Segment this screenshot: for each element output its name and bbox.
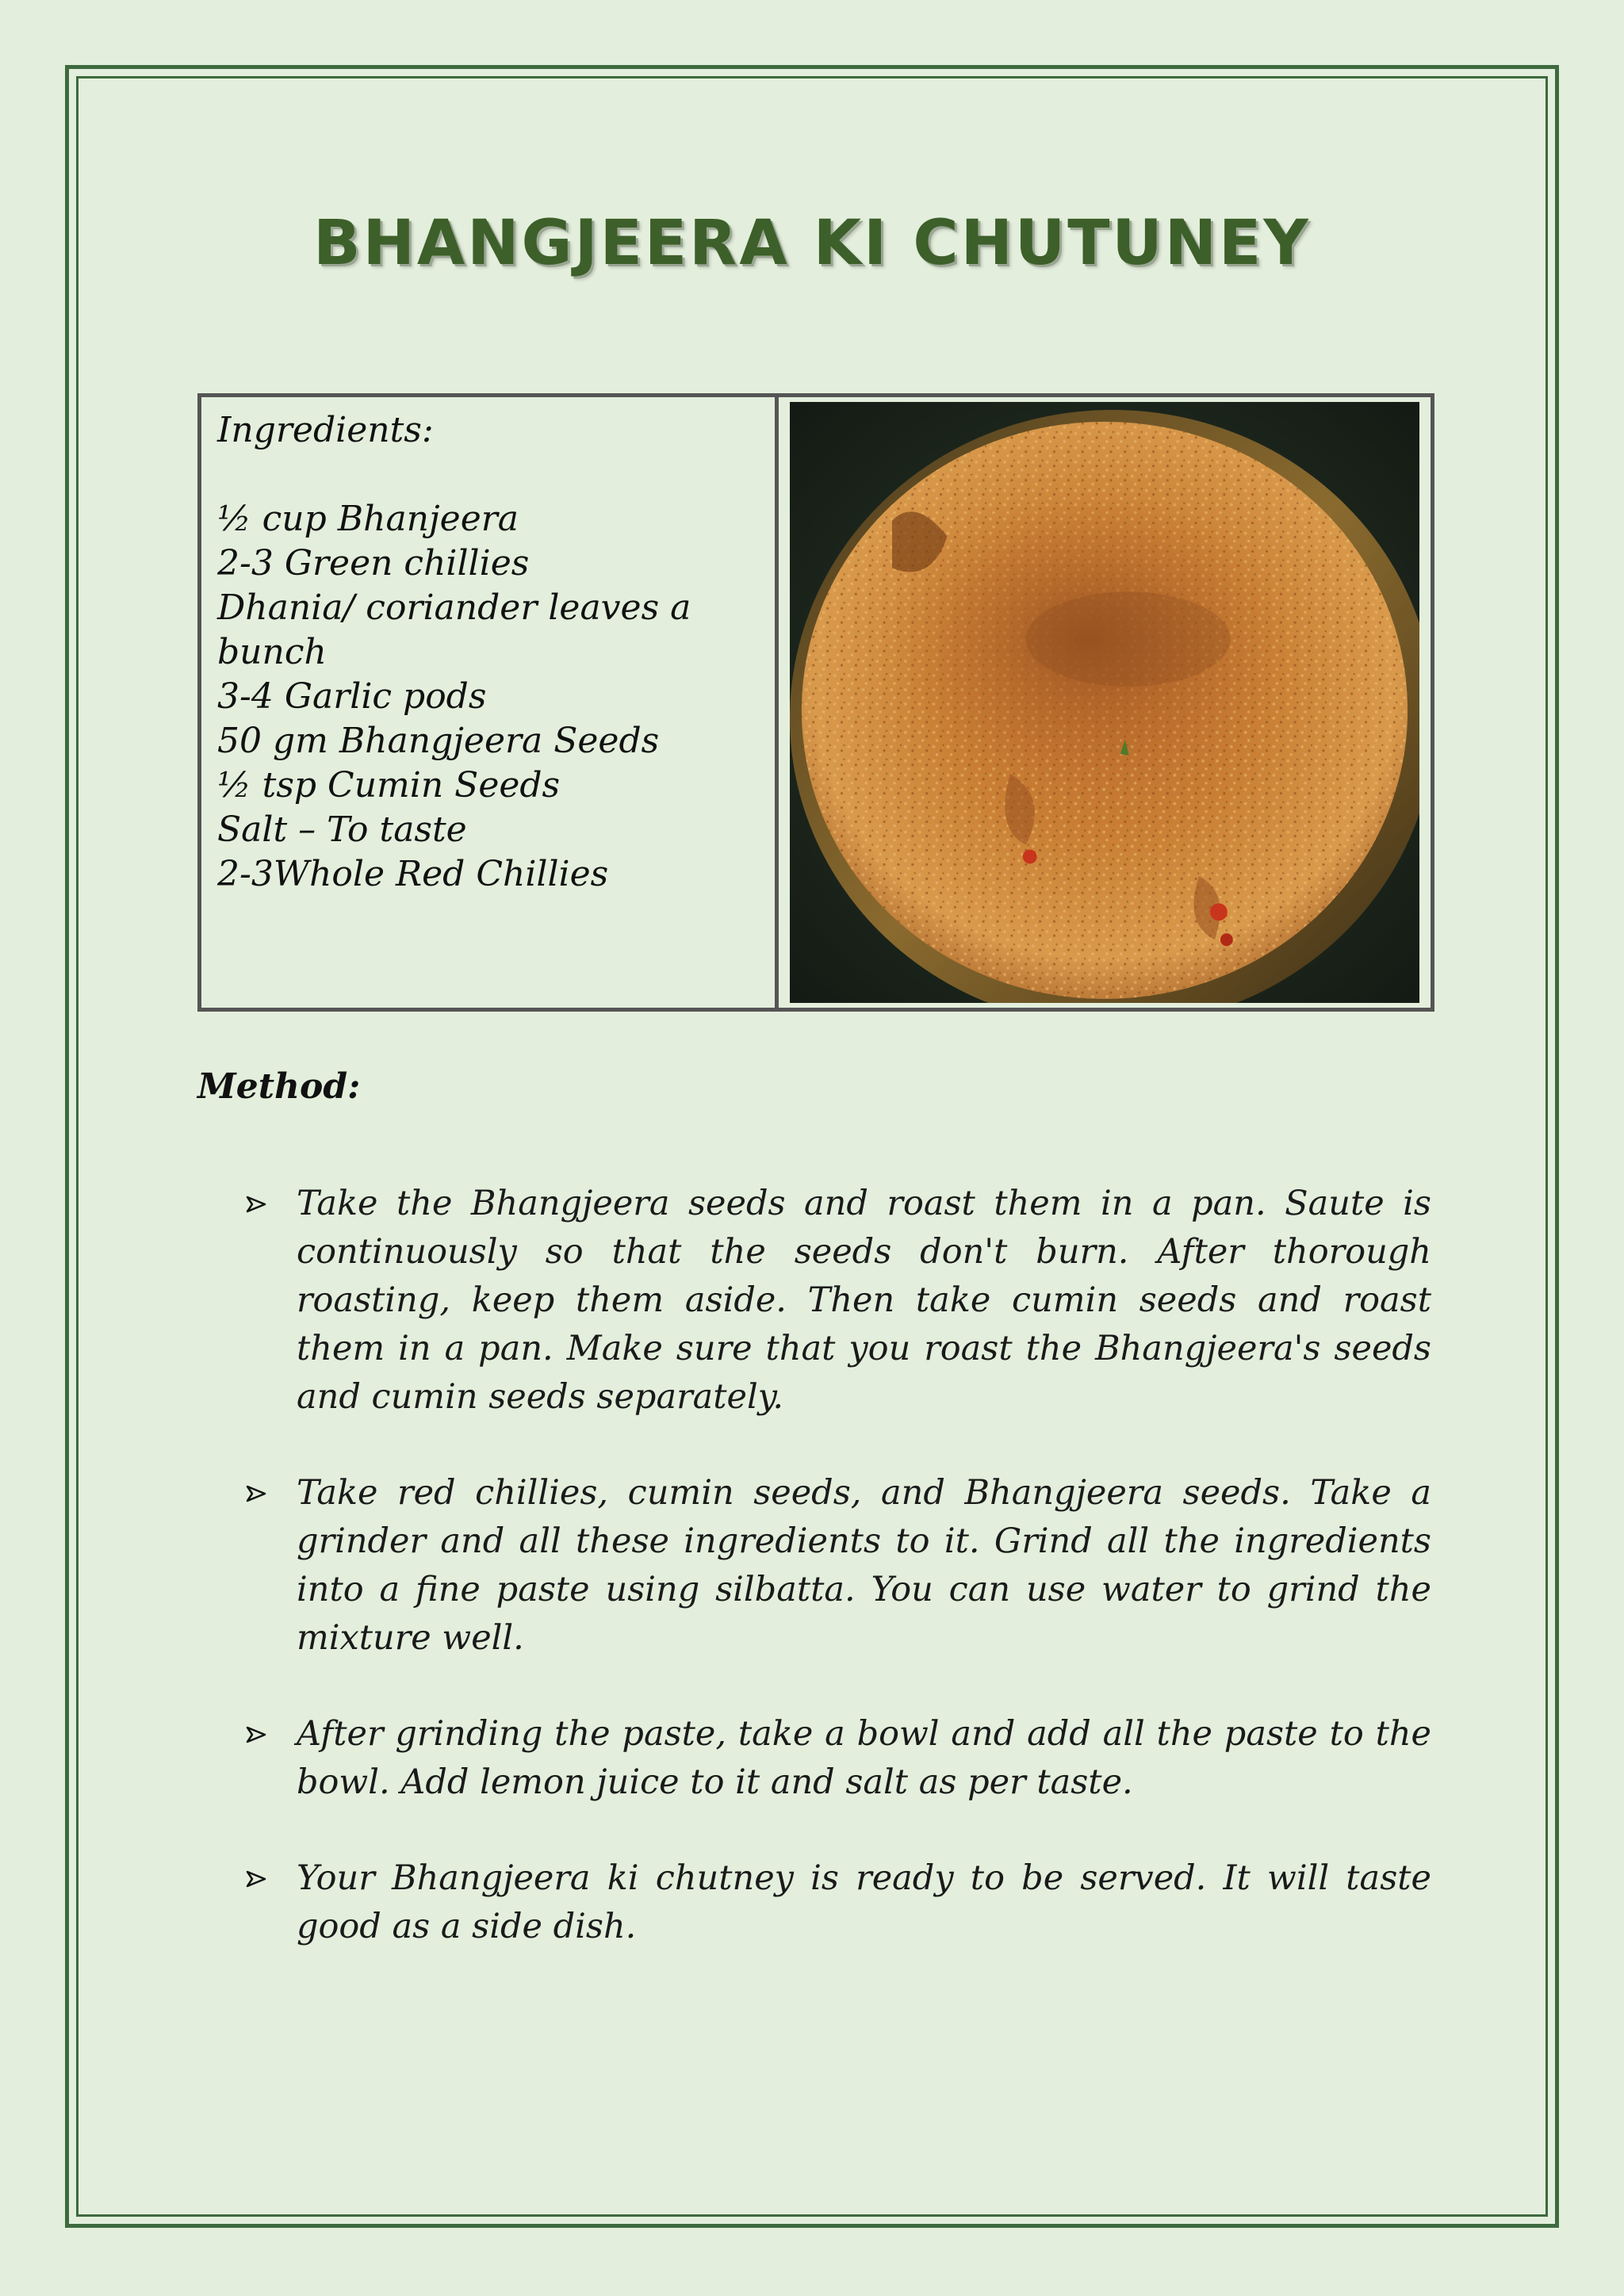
ingredient-item: ½ tsp Cumin Seeds <box>217 765 561 806</box>
method-step-text: Take the Bhangjeera seeds and roast them in a pan. Saute is continuously so that the seeds don't burn. After thorough roasting, keep them aside. Then take cumin seeds and roast them in a pan. Make sure that you roast the Bhangjeera's seeds and cumin seeds separately. <box>297 1184 1431 1417</box>
method-step <box>246 1180 1431 1422</box>
method-step <box>246 1710 1431 1807</box>
ingredients-photo-table <box>197 393 1434 1012</box>
ingredient-item: Dhania/ coriander leaves a bunch <box>217 587 691 672</box>
method-step <box>246 1854 1431 1951</box>
ingredients-heading: Ingredients: <box>217 410 434 450</box>
ingredient-item: 3-4 Garlic pods <box>217 676 487 717</box>
arrowhead-bullet-icon <box>246 1870 266 1888</box>
ingredient-item: Salt – To taste <box>217 809 467 850</box>
method-step <box>246 1469 1431 1663</box>
recipe-title: BHANGJEERA KI CHUTUNEY <box>313 208 1311 279</box>
method-step-text: After grinding the paste, take a bowl and add all the paste to the bowl. Add lemon juice to it and salt as per taste. <box>297 1714 1431 1802</box>
ingredients-cell <box>201 397 779 1008</box>
ingredient-item: ½ cup Bhanjeera <box>217 499 519 539</box>
method-steps-list <box>246 1180 1431 1999</box>
arrowhead-bullet-icon <box>246 1485 266 1502</box>
arrowhead-bullet-icon <box>246 1726 266 1743</box>
method-step-text: Take red chillies, cumin seeds, and Bhangjeera seeds. Take a grinder and all these ingredients to it. Grind all the ingredients into a fine paste using silbatta. You can use water to grind the mixture well. <box>297 1473 1431 1658</box>
method-step-text: Your Bhangjeera ki chutney is ready to be served. It will taste good as a side dish. <box>297 1858 1431 1946</box>
photo-cell <box>779 397 1431 1008</box>
ingredient-item: 50 gm Bhangjeera Seeds <box>217 721 660 761</box>
ingredient-item: 2-3 Green chillies <box>217 543 530 584</box>
arrowhead-bullet-icon <box>246 1196 266 1213</box>
chutney-bowl-photo <box>790 402 1419 1003</box>
method-heading: Method: <box>197 1066 361 1107</box>
ingredient-item: 2-3Whole Red Chillies <box>217 854 609 894</box>
ingredients-list <box>217 497 760 897</box>
